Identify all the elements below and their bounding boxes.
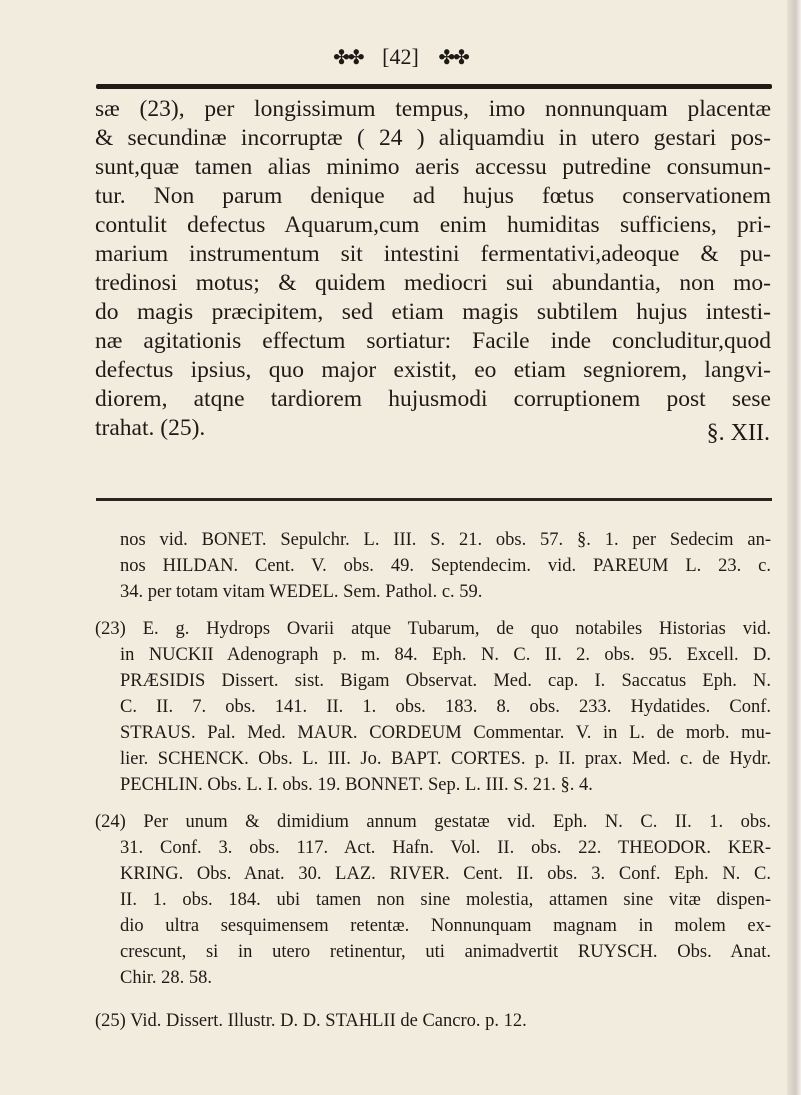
footnote-line: crescunt, si in utero retinentur, uti animadvertit RUYSCH. Obs. Anat. — [120, 942, 771, 962]
footnote-line: KRING. Obs. Anat. 30. LAZ. RIVER. Cent. II. obs. 3. Conf. Eph. N. C. — [120, 864, 771, 884]
body-line: tredinosi motus; & quidem mediocri sui abundantia, non mo- — [95, 270, 771, 296]
section-heading: §. XII. — [706, 420, 770, 446]
footnote-line: Chir. 28. 58. — [120, 968, 212, 988]
footnote-rule — [96, 498, 772, 501]
body-line: tur. Non parum denique ad hujus fœtus conservationem — [95, 183, 771, 209]
body-line: sæ (23), per longissimum tempus, imo nonnunquam placentæ — [95, 96, 771, 122]
footnote-line: (24) Per unum & dimidium annum gestatæ vid. Eph. N. C. II. 1. obs. — [95, 812, 771, 832]
page-edge — [787, 0, 801, 1095]
footnote-line: dio ultra sesquimensem retentæ. Nonnunquam magnam in molem ex- — [120, 916, 771, 936]
body-line: sunt,quæ tamen alias minimo aeris accessu putredine consumun- — [95, 154, 771, 180]
body-line: do magis præcipitem, sed etiam magis subtilem hujus intesti- — [95, 299, 771, 325]
body-line: trahat. (25). — [95, 415, 206, 441]
footnote-line: PECHLIN. Obs. L. I. obs. 19. BONNET. Sep. L. III. S. 21. §. 4. — [120, 775, 593, 795]
ornament-left-icon: ✤✤ — [333, 47, 363, 69]
footnote-line: (23) E. g. Hydrops Ovarii atque Tubarum, de quo notabiles Historias vid. — [95, 619, 771, 639]
footnote-line: lier. SCHENCK. Obs. L. III. Jo. BAPT. CORTES. p. II. prax. Med. c. de Hydr. — [120, 749, 771, 769]
footnote-line: (25) Vid. Dissert. Illustr. D. D. STAHLII de Cancro. p. 12. — [95, 1011, 527, 1031]
footnote-line: 34. per totam vitam WEDEL. Sem. Pathol. c. 59. — [120, 582, 483, 602]
footnote-line: II. 1. obs. 184. ubi tamen non sine molestia, attamen sine vitæ dispen- — [120, 890, 771, 910]
body-line: contulit defectus Aquarum,cum enim humiditas sufficiens, pri- — [95, 212, 771, 238]
ornament-right-icon: ✤✤ — [438, 47, 468, 69]
body-line: marium instrumentum sit intestini fermentativi,adeoque & pu- — [95, 241, 771, 267]
footnote-line: 31. Conf. 3. obs. 117. Act. Hafn. Vol. II. obs. 22. THEODOR. KER- — [120, 838, 771, 858]
body-line: defectus ipsius, quo major existit, eo etiam segniorem, langvi- — [95, 357, 771, 383]
body-line: & secundinæ incorruptæ ( 24 ) aliquamdiu in utero gestari pos- — [95, 125, 771, 151]
footnote-line: in NUCKII Adenograph p. m. 84. Eph. N. C. II. 2. obs. 95. Excell. D. — [120, 645, 771, 665]
body-line: næ agitationis effectum sortiatur: Facile inde concluditur,quod — [95, 328, 771, 354]
footnote-line: nos HILDAN. Cent. V. obs. 49. Septendecim. vid. PAREUM L. 23. c. — [120, 556, 771, 576]
page-number: [42] — [382, 44, 419, 69]
header-rule — [96, 84, 772, 89]
footnote-line: PRÆSIDIS Dissert. sist. Bigam Observat. Med. cap. I. Saccatus Eph. N. — [120, 671, 771, 691]
footnote-line: STRAUS. Pal. Med. MAUR. CORDEUM Commentar. V. in L. de morb. mu- — [120, 723, 771, 743]
footnote-line: C. II. 7. obs. 141. II. 1. obs. 183. 8. obs. 233. Hydatides. Conf. — [120, 697, 771, 717]
running-header — [0, 44, 801, 70]
footnote-line: nos vid. BONET. Sepulchr. L. III. S. 21. obs. 57. §. 1. per Sedecim an- — [120, 530, 771, 550]
body-line: diorem, atqne tardiorem hujusmodi corruptionem post sese — [95, 386, 771, 412]
